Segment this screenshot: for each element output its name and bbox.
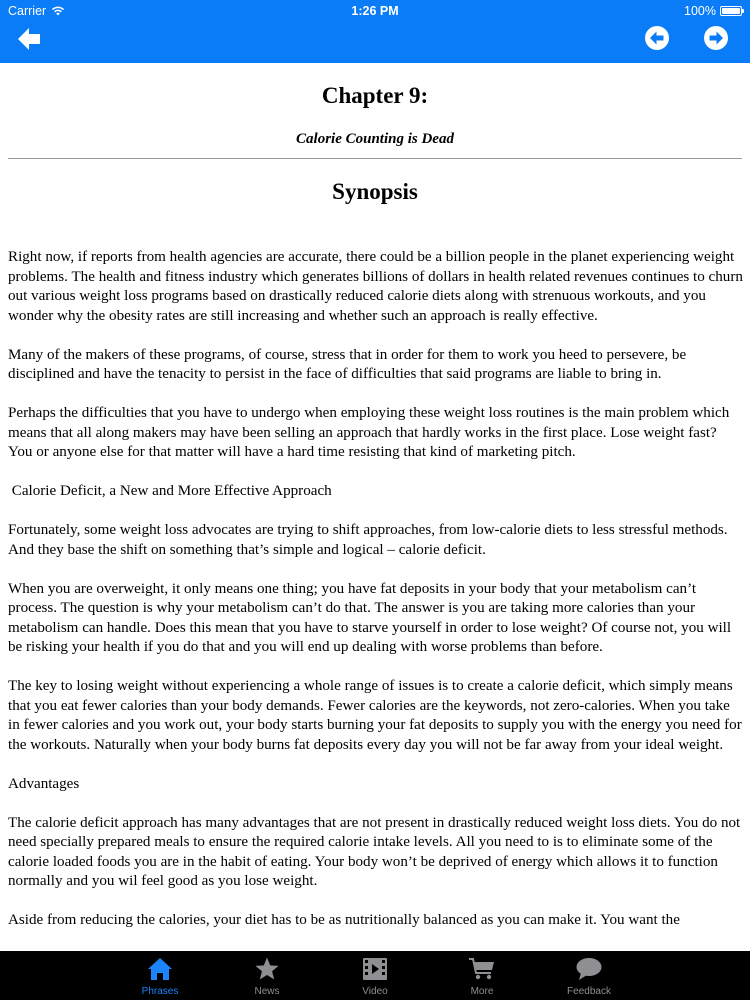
circle-arrow-right-icon xyxy=(704,26,728,50)
cart-icon xyxy=(468,956,496,982)
chapter-body xyxy=(8,248,743,950)
subheading: Advantages xyxy=(8,775,80,792)
home-icon xyxy=(146,956,174,982)
tab-label: Feedback xyxy=(567,986,611,997)
star-icon xyxy=(254,956,280,982)
paragraph: The key to losing weight without experiencing a whole range of issues is to create a calorie deficit, which simply means that you eat fewer calories than your body demands. Fewer calories are the keywords, not zero-calories. When you take in fewer calories and you work out, your body starts burning your fat deposits to supply you with the energy you need for the workouts. Naturally when your body burns fat deposits every day you will not be far away from your ideal weight. xyxy=(8,678,742,753)
paragraph: Aside from reducing the calories, your diet has to be as nutritionally balanced as you can make it. You want the xyxy=(8,912,680,928)
tab-video[interactable] xyxy=(321,951,429,1000)
divider xyxy=(8,158,742,159)
tab-bar xyxy=(0,951,750,1000)
carrier-label: Carrier xyxy=(8,4,47,18)
circle-arrow-left-icon xyxy=(645,26,669,50)
paragraph: Many of the makers of these programs, of course, stress that in order for them to work you heed to persevere, be disciplined and have the tenacity to persist in the face of difficulties that said programs are liable to bring in. xyxy=(8,346,687,382)
tab-news[interactable] xyxy=(213,951,321,1000)
previous-chapter-button[interactable] xyxy=(645,26,669,55)
next-chapter-button[interactable] xyxy=(704,26,728,55)
clock: 1:26 PM xyxy=(351,4,399,18)
tab-label: Phrases xyxy=(141,986,179,997)
tab-label: Video xyxy=(362,986,388,997)
navigation-bar xyxy=(0,0,750,63)
chapter-content[interactable] xyxy=(0,63,750,951)
tab-feedback[interactable] xyxy=(535,951,643,1000)
battery-percent: 100% xyxy=(684,4,716,18)
tab-more[interactable] xyxy=(428,951,536,1000)
section-heading: Synopsis xyxy=(332,179,418,204)
battery-icon xyxy=(720,6,742,16)
status-bar xyxy=(0,0,750,22)
tab-label: More xyxy=(470,986,494,997)
tab-label: News xyxy=(254,986,280,997)
tab-phrases[interactable] xyxy=(106,951,214,1000)
battery-indicator xyxy=(684,4,742,18)
paragraph: Right now, if reports from health agencies are accurate, there could be a billion people in the planet experiencing weight problems. The health and fitness industry which generates billions of dollars in health related revenues continues to churn out various weight loss programs based on drastically reduced calorie diets along with strenuous workouts, and you wonder why the obesity rates are still increasing and whether such an approach is really effective. xyxy=(8,249,743,324)
back-arrow-icon xyxy=(16,26,42,52)
chapter-title: Chapter 9: xyxy=(321,83,429,108)
chapter-subtitle: Calorie Counting is Dead xyxy=(296,131,454,147)
paragraph: Perhaps the difficulties that you have to undergo when employing these weight loss routines is the main problem which means that all along makers may have been selling an approach that hardly works in the first place. Lose weight fast? You or anyone else for that matter will have a hard time resisting that kind of marketing pitch. xyxy=(8,405,730,460)
back-button[interactable] xyxy=(16,26,42,57)
paragraph: When you are overweight, it only means one thing; you have fat deposits in your body that your metabolism can’t process. The question is why your metabolism can’t do that. The answer is you are taking more calories than your metabolism can handle. Does this mean that you have to starve yourself in order to lose weight? Of course not, you will be risking your health if you do that and you will end up dealing with worse problems than before. xyxy=(8,580,732,655)
paragraph: The calorie deficit approach has many advantages that are not present in drastically reduced weight loss diets. You do not need specially prepared meals to ensure the required calorie intake levels. All you need to is to eliminate some of the calorie loaded foods you are in the habit of eating. Your body won’t be deprived of energy which allows it to function normally and you wil feel good as you lose weight. xyxy=(8,814,741,889)
chat-bubble-icon xyxy=(575,956,603,982)
film-icon xyxy=(362,956,388,982)
paragraph: Fortunately, some weight loss advocates are trying to shift approaches, from low-calorie diets to less stressful methods. And they base the shift on something that’s simple and logical – calorie deficit. xyxy=(8,522,728,558)
subheading: Calorie Deficit, a New and More Effective Approach xyxy=(8,483,332,499)
